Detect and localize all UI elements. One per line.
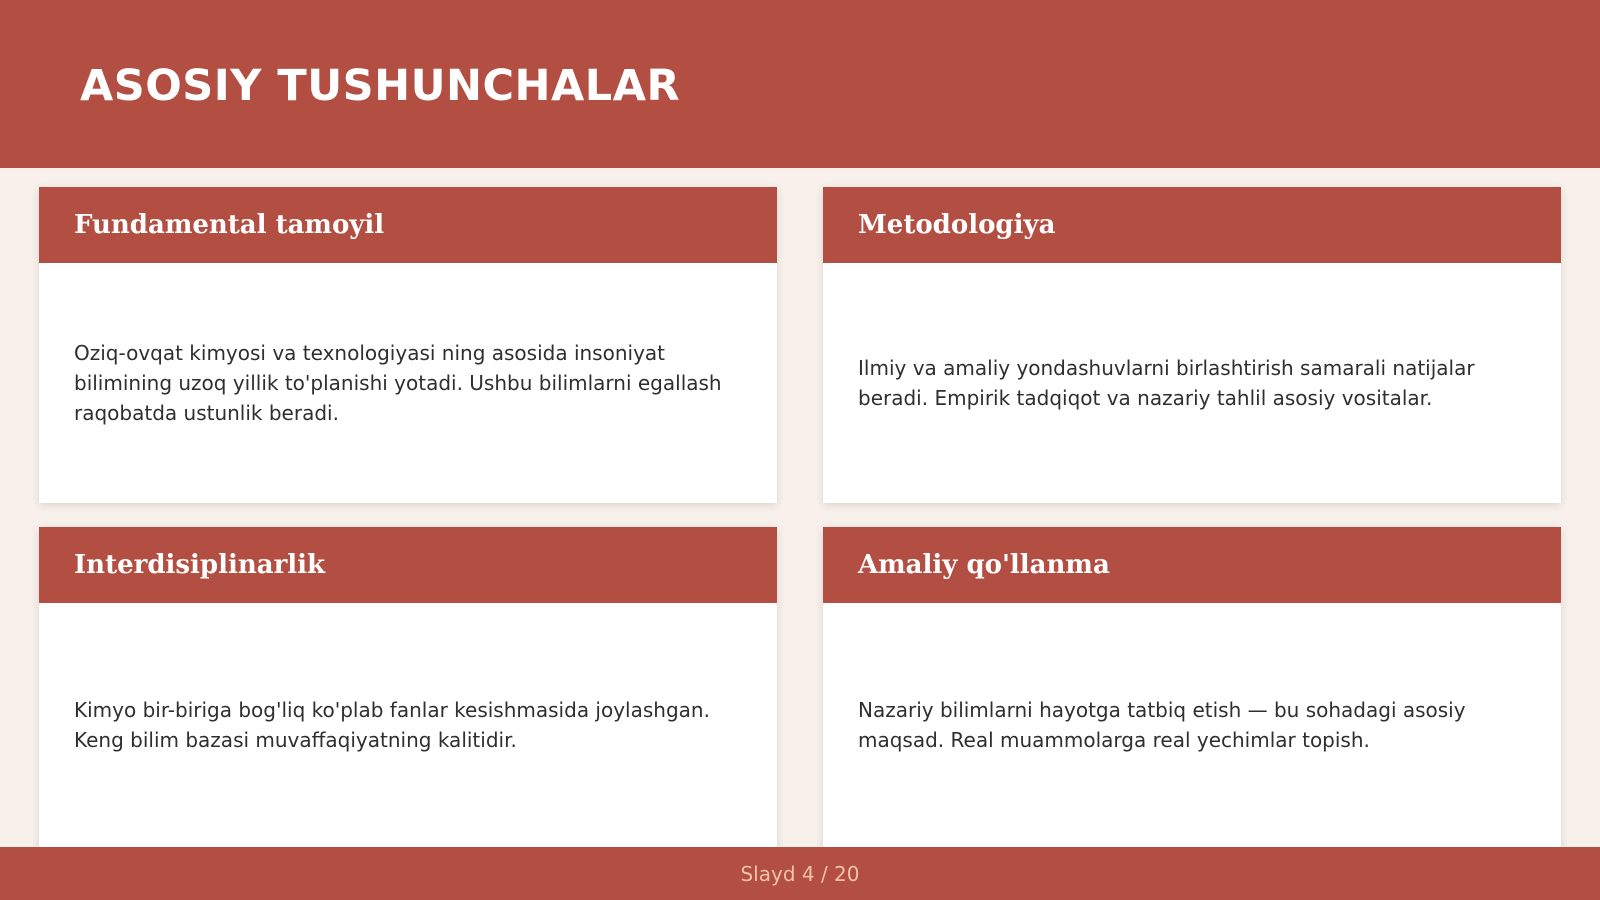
- card-body: [39, 263, 777, 503]
- card-text: Oziq-ovqat kimyosi va texnologiyasi ning asosida insoniyat bilimining uzoq yillik to'planishi yotadi. Ushbu bilimlarni egallash raqobatda ustunlik beradi.: [74, 341, 722, 425]
- card-title: Interdisiplinarlik: [74, 550, 326, 580]
- card-text: Ilmiy va amaliy yondashuvlarni birlashtirish samarali natijalar beradi. Empirik tadqiqot va nazariy tahlil asosiy vositalar.: [858, 356, 1475, 410]
- card-practical-application: [823, 527, 1561, 847]
- card-body: [823, 263, 1561, 503]
- slide-footer: [0, 847, 1600, 900]
- card-header: [823, 527, 1561, 603]
- card-header: [823, 187, 1561, 263]
- card-fundamental-principle: [39, 187, 777, 503]
- card-title: Fundamental tamoyil: [74, 210, 385, 240]
- card-text: Nazariy bilimlarni hayotga tatbiq etish — bu sohadagi asosiy maqsad. Real muammolarga real yechimlar topish.: [858, 698, 1466, 752]
- card-methodology: [823, 187, 1561, 503]
- card-text: Kimyo bir-biriga bog'liq ko'plab fanlar kesishmasida joylashgan. Keng bilim bazasi muvaffaqiyatning kalitidir.: [74, 698, 710, 752]
- card-title: Amaliy qo'llanma: [858, 550, 1110, 580]
- card-body: [823, 603, 1561, 847]
- slide-header: [0, 0, 1600, 168]
- card-header: [39, 527, 777, 603]
- card-interdisciplinarity: [39, 527, 777, 847]
- slide-title: ASOSIY TUSHUNCHALAR: [80, 61, 681, 111]
- card-header: [39, 187, 777, 263]
- card-body: [39, 603, 777, 847]
- card-title: Metodologiya: [858, 210, 1056, 240]
- slide-page-number: Slayd 4 / 20: [740, 861, 860, 886]
